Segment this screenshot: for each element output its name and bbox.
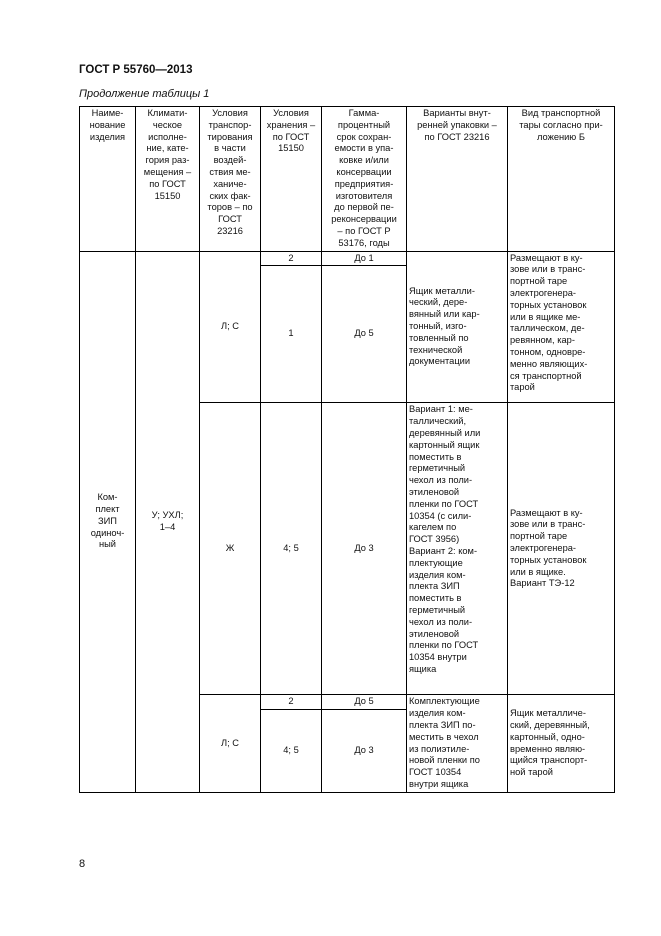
cell-climatic: У; УХЛ; 1–4: [136, 251, 200, 792]
header-product-name: Наиме- нование изделия: [80, 107, 136, 252]
page-number: 8: [79, 858, 86, 870]
header-shelf-life: Гамма- процентный срок сохран- емости в упа- ковке и/или консервации предприятия- изготовителя до первой пе- реконсервации – по ГОСТ Р 53176, годы: [322, 107, 407, 252]
header-transport-tare: Вид транспортной тары согласно при- ложению Б: [508, 107, 615, 252]
data-table: [79, 106, 615, 793]
cell-transport-3: Л; С: [200, 695, 261, 792]
cell-storage-1b: 1: [261, 266, 322, 403]
cell-packaging-3: Комплектующие изделия ком- плекта ЗИП по- местить в чехол из полиэтиле- новой пленки по ГОСТ 10354 внутри ящика: [407, 695, 508, 792]
cell-packaging-2: Вариант 1: ме- таллический, деревянный или картонный ящик поместить в герметичный чехол из поли- этиленовой пленки по ГОСТ 10354 (с сили- кагелем по ГОСТ 3956) Вариант 2: ком- плектующие изделия ком- плекта ЗИП поместить в герметичный чехол из поли- этиленовой пленки по ГОСТ 10354 внутри ящика: [407, 403, 508, 695]
cell-term-1a: До 1: [322, 251, 407, 266]
header-transport-conditions: Условия транспор- тирования в части воздей- ствия ме- ханиче- ских фак- торов – по ГОСТ 23216: [200, 107, 261, 252]
table-continuation-caption: Продолжение таблицы 1: [79, 88, 210, 100]
cell-transport-1: Л; С: [200, 251, 261, 403]
header-internal-packaging: Варианты внут- ренней упаковки – по ГОСТ 23216: [407, 107, 508, 252]
header-climatic-version: Климати- ческое исполне- ние, кате- гория раз- мещения – по ГОСТ 15150: [136, 107, 200, 252]
cell-term-1b: До 5: [322, 266, 407, 403]
table-header-row: [80, 107, 615, 252]
document-code: ГОСТ Р 55760—2013: [79, 64, 193, 76]
header-storage-conditions: Условия хранения – по ГОСТ 15150: [261, 107, 322, 252]
cell-tare-1: Размещают в ку- зове или в транс- портной таре электрогенера- торных установок или в ящике ме- таллическом, де- ревянном, кар- тонном, одновре- менно являющих- ся транспортной тарой: [508, 251, 615, 403]
cell-storage-2: 4; 5: [261, 403, 322, 695]
cell-term-3a: До 5: [322, 695, 407, 710]
cell-term-2: До 3: [322, 403, 407, 695]
cell-storage-3a: 2: [261, 695, 322, 710]
cell-packaging-1: Ящик металли- ческий, дере- вянный или кар- тонный, изго- товленный по технической документации: [407, 251, 508, 403]
table-row: [80, 251, 615, 266]
cell-storage-3b: 4; 5: [261, 710, 322, 793]
cell-tare-3: Ящик металличе- ский, деревянный, картонный, одно- временно являю- щийся транспорт- ной тарой: [508, 695, 615, 792]
cell-term-3b: До 3: [322, 710, 407, 793]
cell-tare-2: Размещают в ку- зове или в транс- портной таре электрогенера- торных установок или в ящике. Вариант ТЭ-12: [508, 403, 615, 695]
cell-product: Ком- плект ЗИП одиноч- ный: [80, 251, 136, 792]
cell-storage-1a: 2: [261, 251, 322, 266]
cell-transport-2: Ж: [200, 403, 261, 695]
